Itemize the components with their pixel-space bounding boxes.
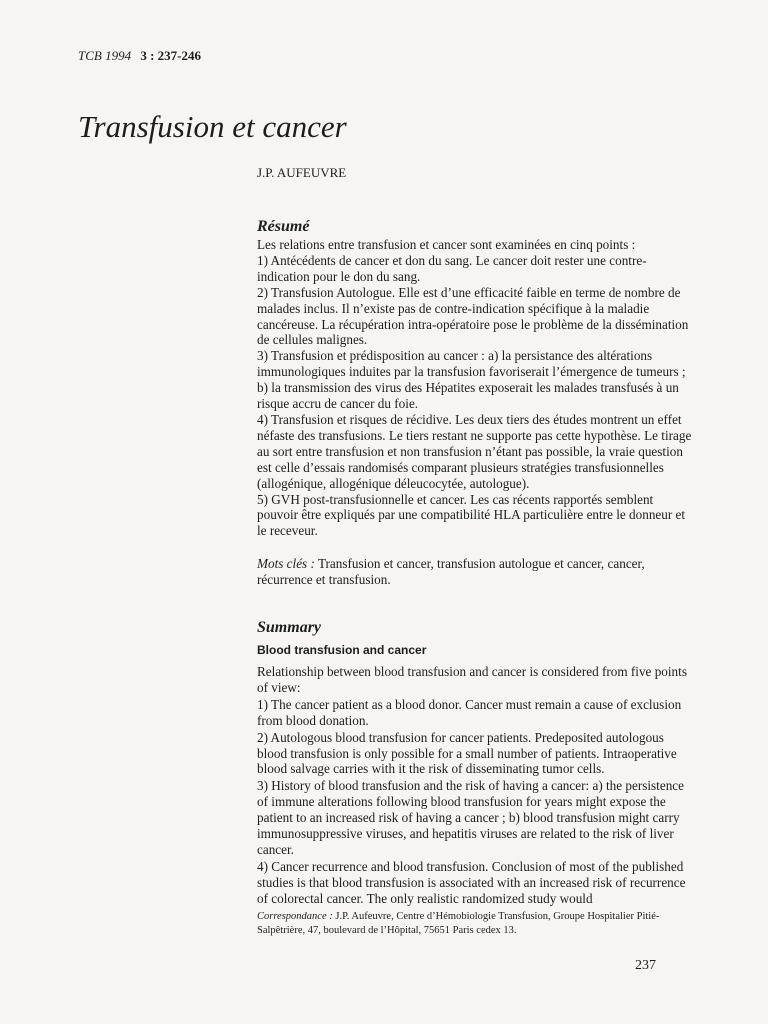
correspondence-label: Correspondance : [257,911,333,922]
page-number: 237 [635,958,656,973]
resume-section [257,217,695,539]
article-title: Transfusion et cancer [78,109,347,144]
keywords [257,556,695,588]
summary-section [257,618,695,908]
journal-name: TCB 1994 [78,48,132,63]
summary-paragraph: Relationship between blood transfusion and cancer is considered from five points of view: [257,664,687,695]
resume-paragraph: 2) Transfusion Autologue. Elle est d’une efficacité faible en terme de nombre de malades inclus. Il n’existe pas de contre-indication spécifique à la maladie cancéreuse. La récupération intra-opératoire pose le problème de la dissémination de cellules malignes. [257,284,689,348]
resume-heading: Résumé [257,218,310,235]
correspondence-text: J.P. Aufeuvre, Centre d’Hémobiologie Transfusion, Groupe Hospitalier Pitié-Salpêtrière, 47, boulevard de l’Hôpital, 75651 Paris cedex 13. [257,911,660,936]
keywords-text: Transfusion et cancer, transfusion autologue et cancer, cancer, récurrence et transfusion. [257,556,645,587]
summary-paragraph: 3) History of blood transfusion and the risk of having a cancer: a) the persistence of immune alterations following blood transfusion for years might expose the patient to an increased risk of having a cancer ; b) blood transfusion might carry immunosuppressive viruses, and hepatitis viruses are related to the risk of liver cancer. [257,778,684,857]
resume-paragraph: 3) Transfusion et prédisposition au cancer : a) la persistance des altérations immunologiques induites par la transfusion favoriserait l’émergence de tumeurs ; b) la transmission des virus des Hépatites exposerait les malades transfusés à un risque accru de cancer du foie. [257,348,686,412]
journal-volume-pages: 3 : 237-246 [140,48,202,63]
summary-subtitle: Blood transfusion and cancer [257,643,427,657]
journal-reference [78,48,201,64]
resume-paragraph: 4) Transfusion et risques de récidive. Les deux tiers des études montrent un effet néfaste des transfusions. Le tiers restant ne supporte pas cette hypothèse. Le tirage au sort entre transfusion et non transfusion n’étant pas possible, la vraie question est celle d’essais randomisés comparant plusieurs stratégies transfusionnelles (allogénique, allogénique déleucocytée, autologue). [257,411,692,491]
summary-paragraph: 2) Autologous blood transfusion for cancer patients. Predeposited autologous blood transfusion is only possible for a small number of patients. Intraoperative blood salvage carries with it the risk of disseminating tumor cells. [257,729,677,777]
summary-heading: Summary [257,619,322,636]
resume-paragraph: Les relations entre transfusion et cancer sont examinées en cinq points : [257,237,636,252]
article-author: J.P. AUFEUVRE [257,165,347,180]
summary-paragraph: 1) The cancer patient as a blood donor. Cancer must remain a cause of exclusion from blood donation. [257,696,682,728]
summary-paragraph: 4) Cancer recurrence and blood transfusion. Conclusion of most of the published studies is that blood transfusion is associated with an increased risk of recurrence of colorectal cancer. The only realistic randomized study would [257,858,686,906]
resume-paragraph: 1) Antécédents de cancer et don du sang. Le cancer doit rester une contre-indication pour le don du sang. [257,252,647,284]
keywords-label: Mots clés : [257,556,315,571]
resume-paragraph: 5) GVH post-transfusionnelle et cancer. Les cas récents rapportés semblent pouvoir être expliqués par une compatibilité HLA particulière entre le donneur et le receveur. [257,491,686,539]
correspondence-note [257,910,695,938]
